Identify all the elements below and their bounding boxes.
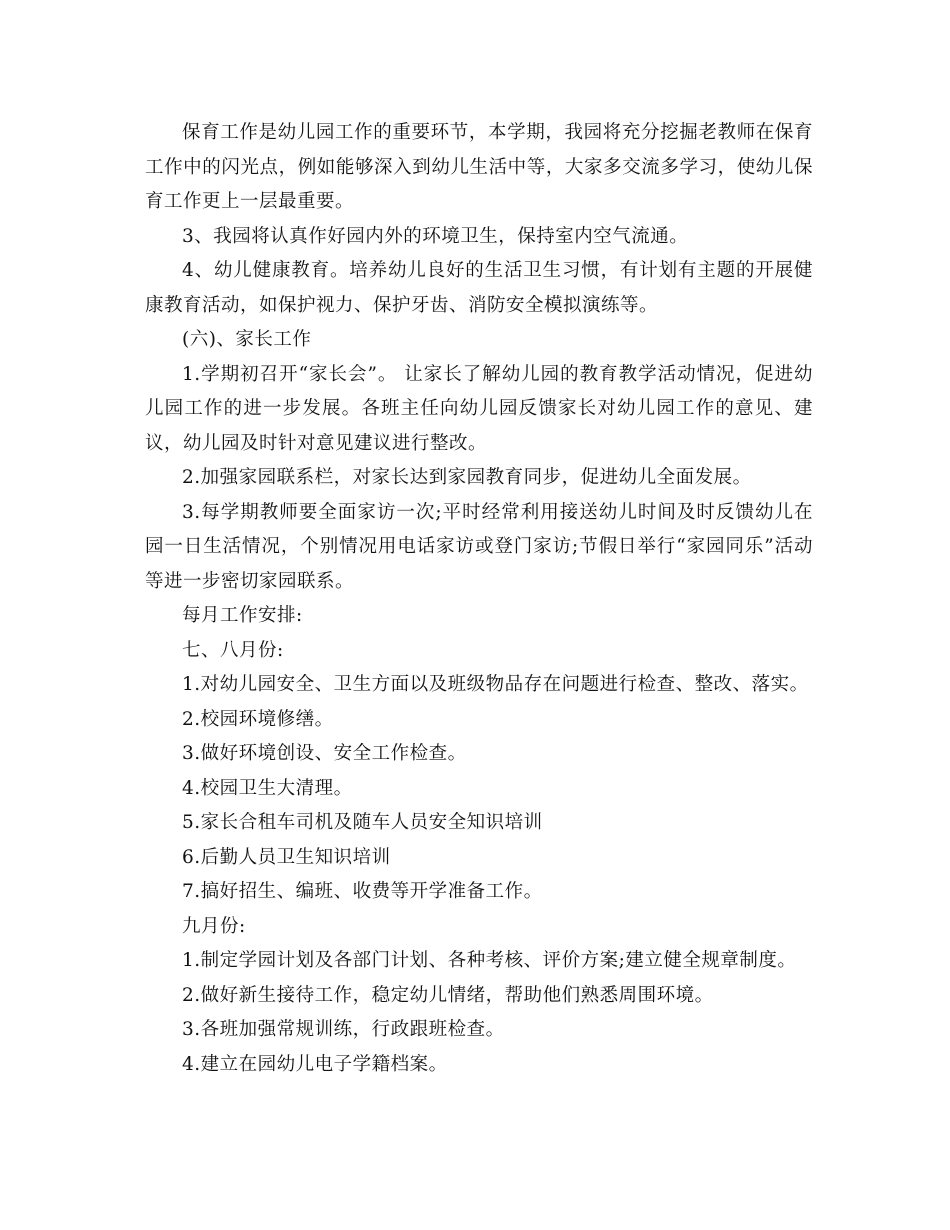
section-heading-monthly-schedule: 每月工作安排: xyxy=(182,605,303,626)
paragraph-health-education: 4、幼儿健康教育。培养幼儿良好的生活卫生习惯，有计划有主题的开展健康教育活动，如保护视力、保护牙齿、消防安全模拟演练等。 xyxy=(145,260,813,316)
paragraph-parent-meeting: 1.学期初召开“家长会”。 让家长了解幼儿园的教育教学活动情况，促进幼儿园工作的进一步发展。各班主任向幼儿园反馈家长对幼儿园工作的意见、建议，幼儿园及时针对意见建议进行整改。 xyxy=(145,363,813,454)
month-heading-july-august: 七、八月份: xyxy=(182,639,284,661)
list-item: 2.校园环境修缮。 xyxy=(182,708,334,730)
section-heading-parent-work: (六)、家长工作 xyxy=(182,329,312,350)
list-item: 3.各班加强常规训练，行政跟班检查。 xyxy=(182,1019,505,1040)
list-item: 6.后勤人员卫生知识培训 xyxy=(182,846,391,868)
month-heading-september: 九月份: xyxy=(182,915,246,937)
list-item: 1.对幼儿园安全、卫生方面以及班级物品存在问题进行检查、整改、落实。 xyxy=(182,674,809,695)
list-item: 7.搞好招生、编班、收费等开学准备工作。 xyxy=(182,881,543,902)
list-item: 4.建立在园幼儿电子学籍档案。 xyxy=(182,1053,448,1075)
paragraph-home-visits: 3.每学期教师要全面家访一次;平时经常利用接送幼儿时间及时反馈幼儿在园一日生活情况，个别情况用电话家访或登门家访;节假日举行“家园同乐”活动等进一步密切家园联系。 xyxy=(145,501,813,592)
list-item: 3.做好环境创设、安全工作检查。 xyxy=(182,743,467,764)
paragraph-childcare-work: 保育工作是幼儿园工作的重要环节，本学期，我园将充分挖掘老教师在保育工作中的闪光点，例如能够深入到幼儿生活中等，大家多交流多学习，使幼儿保育工作更上一层最重要。 xyxy=(145,122,813,212)
document-body xyxy=(145,116,813,1082)
list-item: 5.家长合租车司机及随车人员安全知识培训 xyxy=(182,812,543,833)
list-item: 2.做好新生接待工作，稳定幼儿情绪，帮助他们熟悉周围环境。 xyxy=(182,984,714,1006)
list-item: 1.制定学园计划及各部门计划、各种考核、评价方案;建立健全规章制度。 xyxy=(182,950,797,971)
paragraph-contact-board: 2.加强家园联系栏，对家长达到家园教育同步，促进幼儿全面发展。 xyxy=(182,467,752,488)
paragraph-environment-hygiene: 3、我园将认真作好园内外的环境卫生，保持室内空气流通。 xyxy=(182,225,689,247)
list-item: 4.校园卫生大清理。 xyxy=(182,777,353,799)
